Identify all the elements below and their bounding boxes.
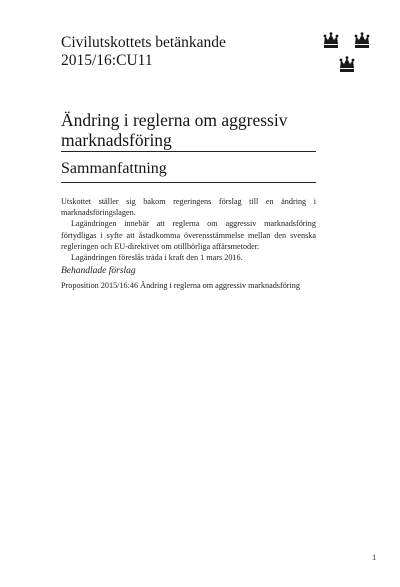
three-crowns-icon xyxy=(323,32,371,76)
summary-paragraph-3: Lagändringen föreslås träda i kraft den 1 mars 2016. xyxy=(71,253,243,263)
title-line-2: marknadsföring xyxy=(61,130,172,150)
title-line-1: Ändring i reglerna om aggressiv xyxy=(61,110,288,130)
section-heading: Sammanfattning xyxy=(61,160,167,177)
summary-body xyxy=(61,196,316,263)
report-number: 2015/16:CU11 xyxy=(61,52,153,69)
committee-header xyxy=(61,34,226,70)
committee-name: Civilutskottets betänkande xyxy=(61,34,226,51)
summary-paragraph-1: Utskottet ställer sig bakom regeringens förslag till en ändring i marknadsföringslagen. xyxy=(61,197,316,218)
proposals-heading: Behandlade förslag xyxy=(61,266,136,276)
section-divider xyxy=(61,182,316,183)
document-title xyxy=(61,110,341,150)
page-number: 1 xyxy=(372,552,377,562)
summary-paragraph-2: Lagändringen innebär att reglerna om aggressiv marknadsföring förtydligas i syfte att åstadkomma överensstämmelse mellan den svenska regleringen och EU-direktivet om otillbörliga affärsmetoder. xyxy=(61,219,316,251)
title-divider xyxy=(61,151,316,152)
proposal-item: Proposition 2015/16:46 Ändring i reglerna om aggressiv marknadsföring xyxy=(61,281,300,290)
